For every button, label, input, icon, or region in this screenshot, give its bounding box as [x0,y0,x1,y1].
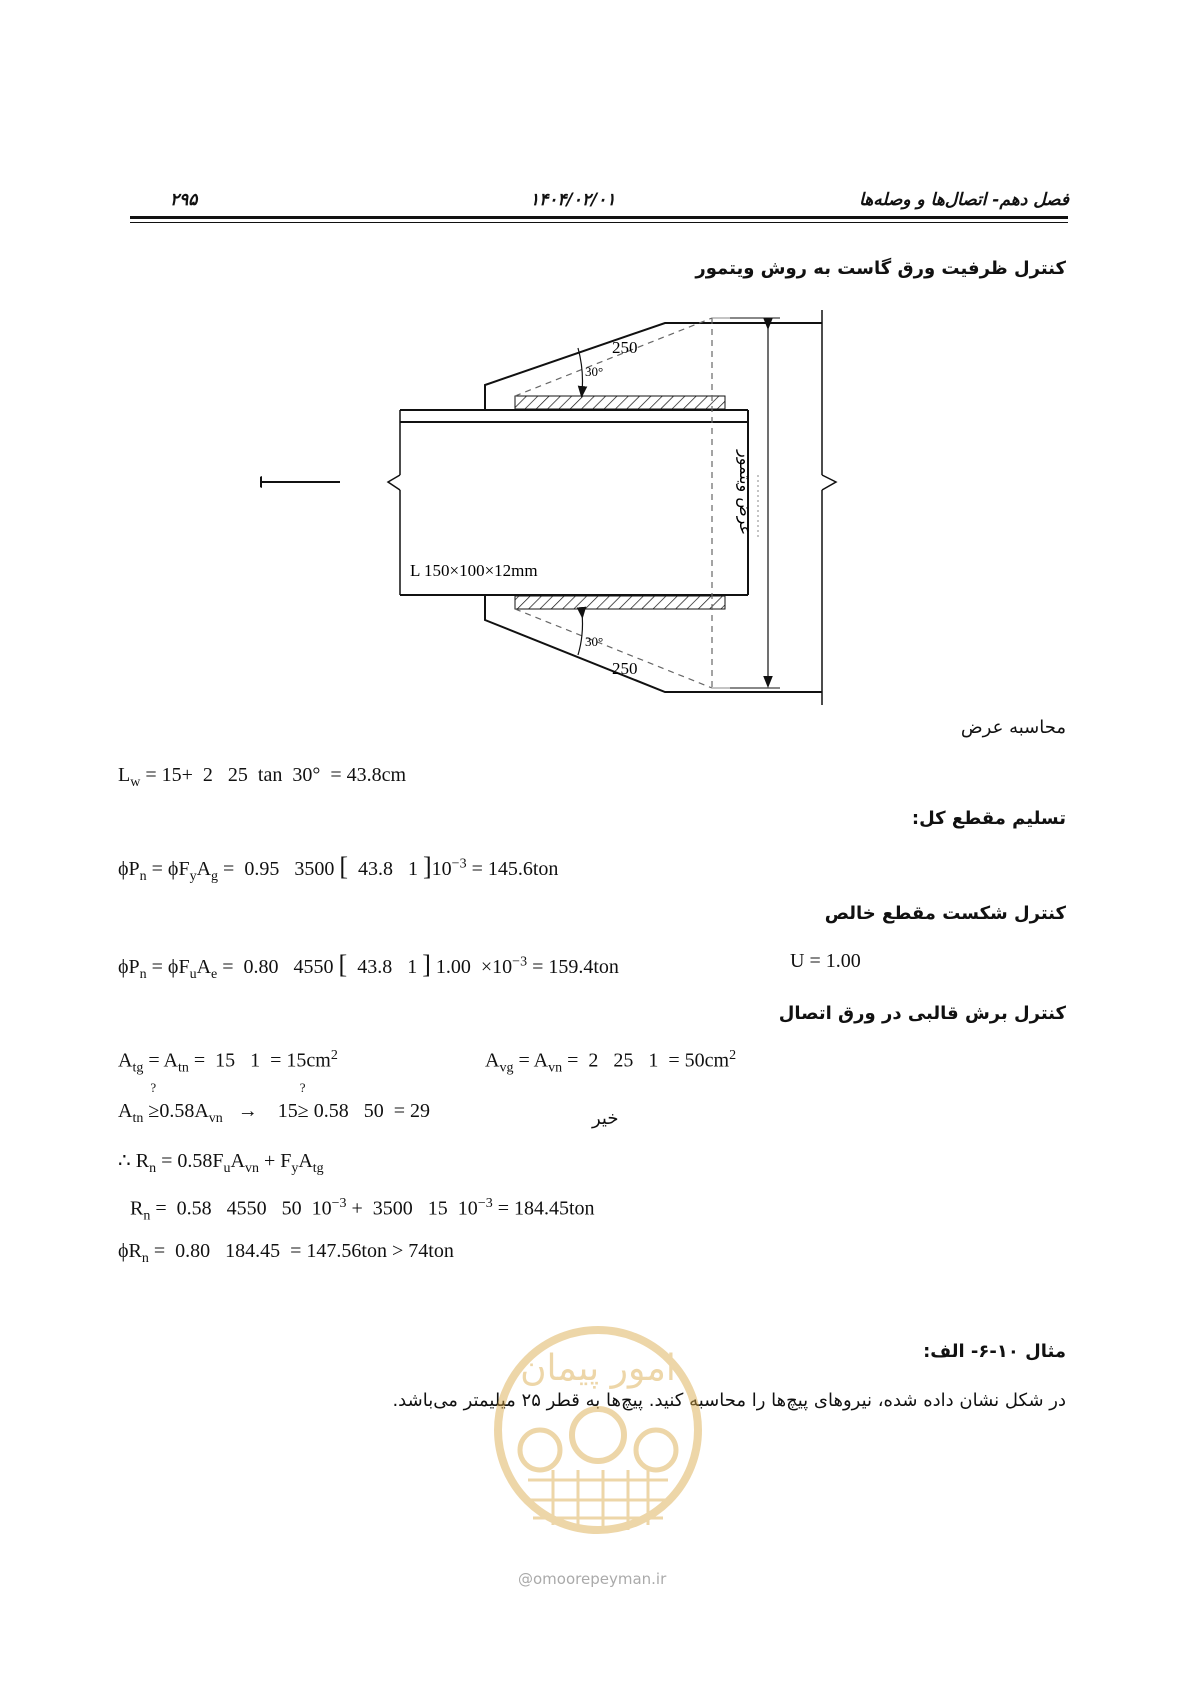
watermark-seal [488,1320,708,1550]
dim-top-label: 250 [612,338,638,357]
block-shear-title: کنترل برش قالبی در ورق اتصال [778,1003,1066,1024]
header-rule [130,216,1068,219]
chapter-title: فصل دهم- اتصال‌ها و وصله‌ها [859,190,1069,210]
page-number: ۲۹۵ [170,190,198,210]
eq-rn-formula: ∴ $R_n = 0.58F_uA_{vn} + F_yA_{tg}$ [118,1150,324,1176]
member-label: L 150×100×12mm [410,561,538,580]
whitmore-width-label: عرض ویتمور [736,450,755,536]
angle-top-label: 30° [585,364,604,379]
eq-phi-rn: $\phi R_n = 0.80$ 184.45 = 147.56ton > 74ton [118,1240,454,1266]
whitmore-diagram [260,300,860,720]
eq-check: $A_{tn}$ ≥ ? $0.58A_{vn}$ → 15≥ ? 0.58 50 = 29 [118,1080,431,1126]
dim-bottom-label: 250 [612,659,638,678]
header-date: ۱۴۰۴/۰۲/۰۱ [530,190,616,210]
watermark-brand: امور پیمان [520,1348,676,1389]
section-title: کنترل ظرفیت ورق گاست به روش ویتمور [695,258,1066,279]
eq-rn-value: $R_n = 0.58$ 4550 50 $10^{-3} + 3500$ 15 $10^{-3} = 184.45ton$ [130,1196,595,1224]
width-calc-label: محاسبه عرض [960,717,1066,738]
eq-rupture: $\phi P_n = \phi F_uA_e = 0.80$ 4550 [ 43.8 1 ] $1.00 \times 10^{-3} = 159.4ton$ [118,950,619,982]
eq-atg: $A_{tg} = A_{tn} = 15$ $1 = 15cm^2$ [118,1048,338,1076]
angle-bottom-label: 30° [585,634,604,649]
eq-u-factor: U = 1.00 [790,950,861,972]
eq-yield: $\phi P_n = \phi F_yA_g = 0.95$ 3500 [ 43.8 1 ]$10^{-3} = 145.6ton$ [118,852,559,884]
rupture-title: کنترل شکست مقطع خالص [824,903,1066,924]
watermark-url: @omoorepeyman.ir [518,1570,667,1588]
header-rule-thin [130,222,1068,223]
example-title: مثال ۱۰-۶- الف: [923,1341,1066,1362]
check-answer: خیر [592,1108,619,1129]
example-text: در شکل نشان داده شده، نیروهای پیچ‌ها را محاسبه کنید. پیچ‌ها به قطر ۲۵ میلیمتر می‌باشد. [392,1390,1066,1411]
yield-title: تسلیم مقطع کل: [911,808,1066,829]
eq-whitmore-width: $L_w = 15+ 2$ 25 tan 30° = 43.8cm [118,764,407,790]
eq-avg: $A_{vg} = A_{vn} = 2$ 25 $1 = 50cm^2$ [485,1048,737,1076]
